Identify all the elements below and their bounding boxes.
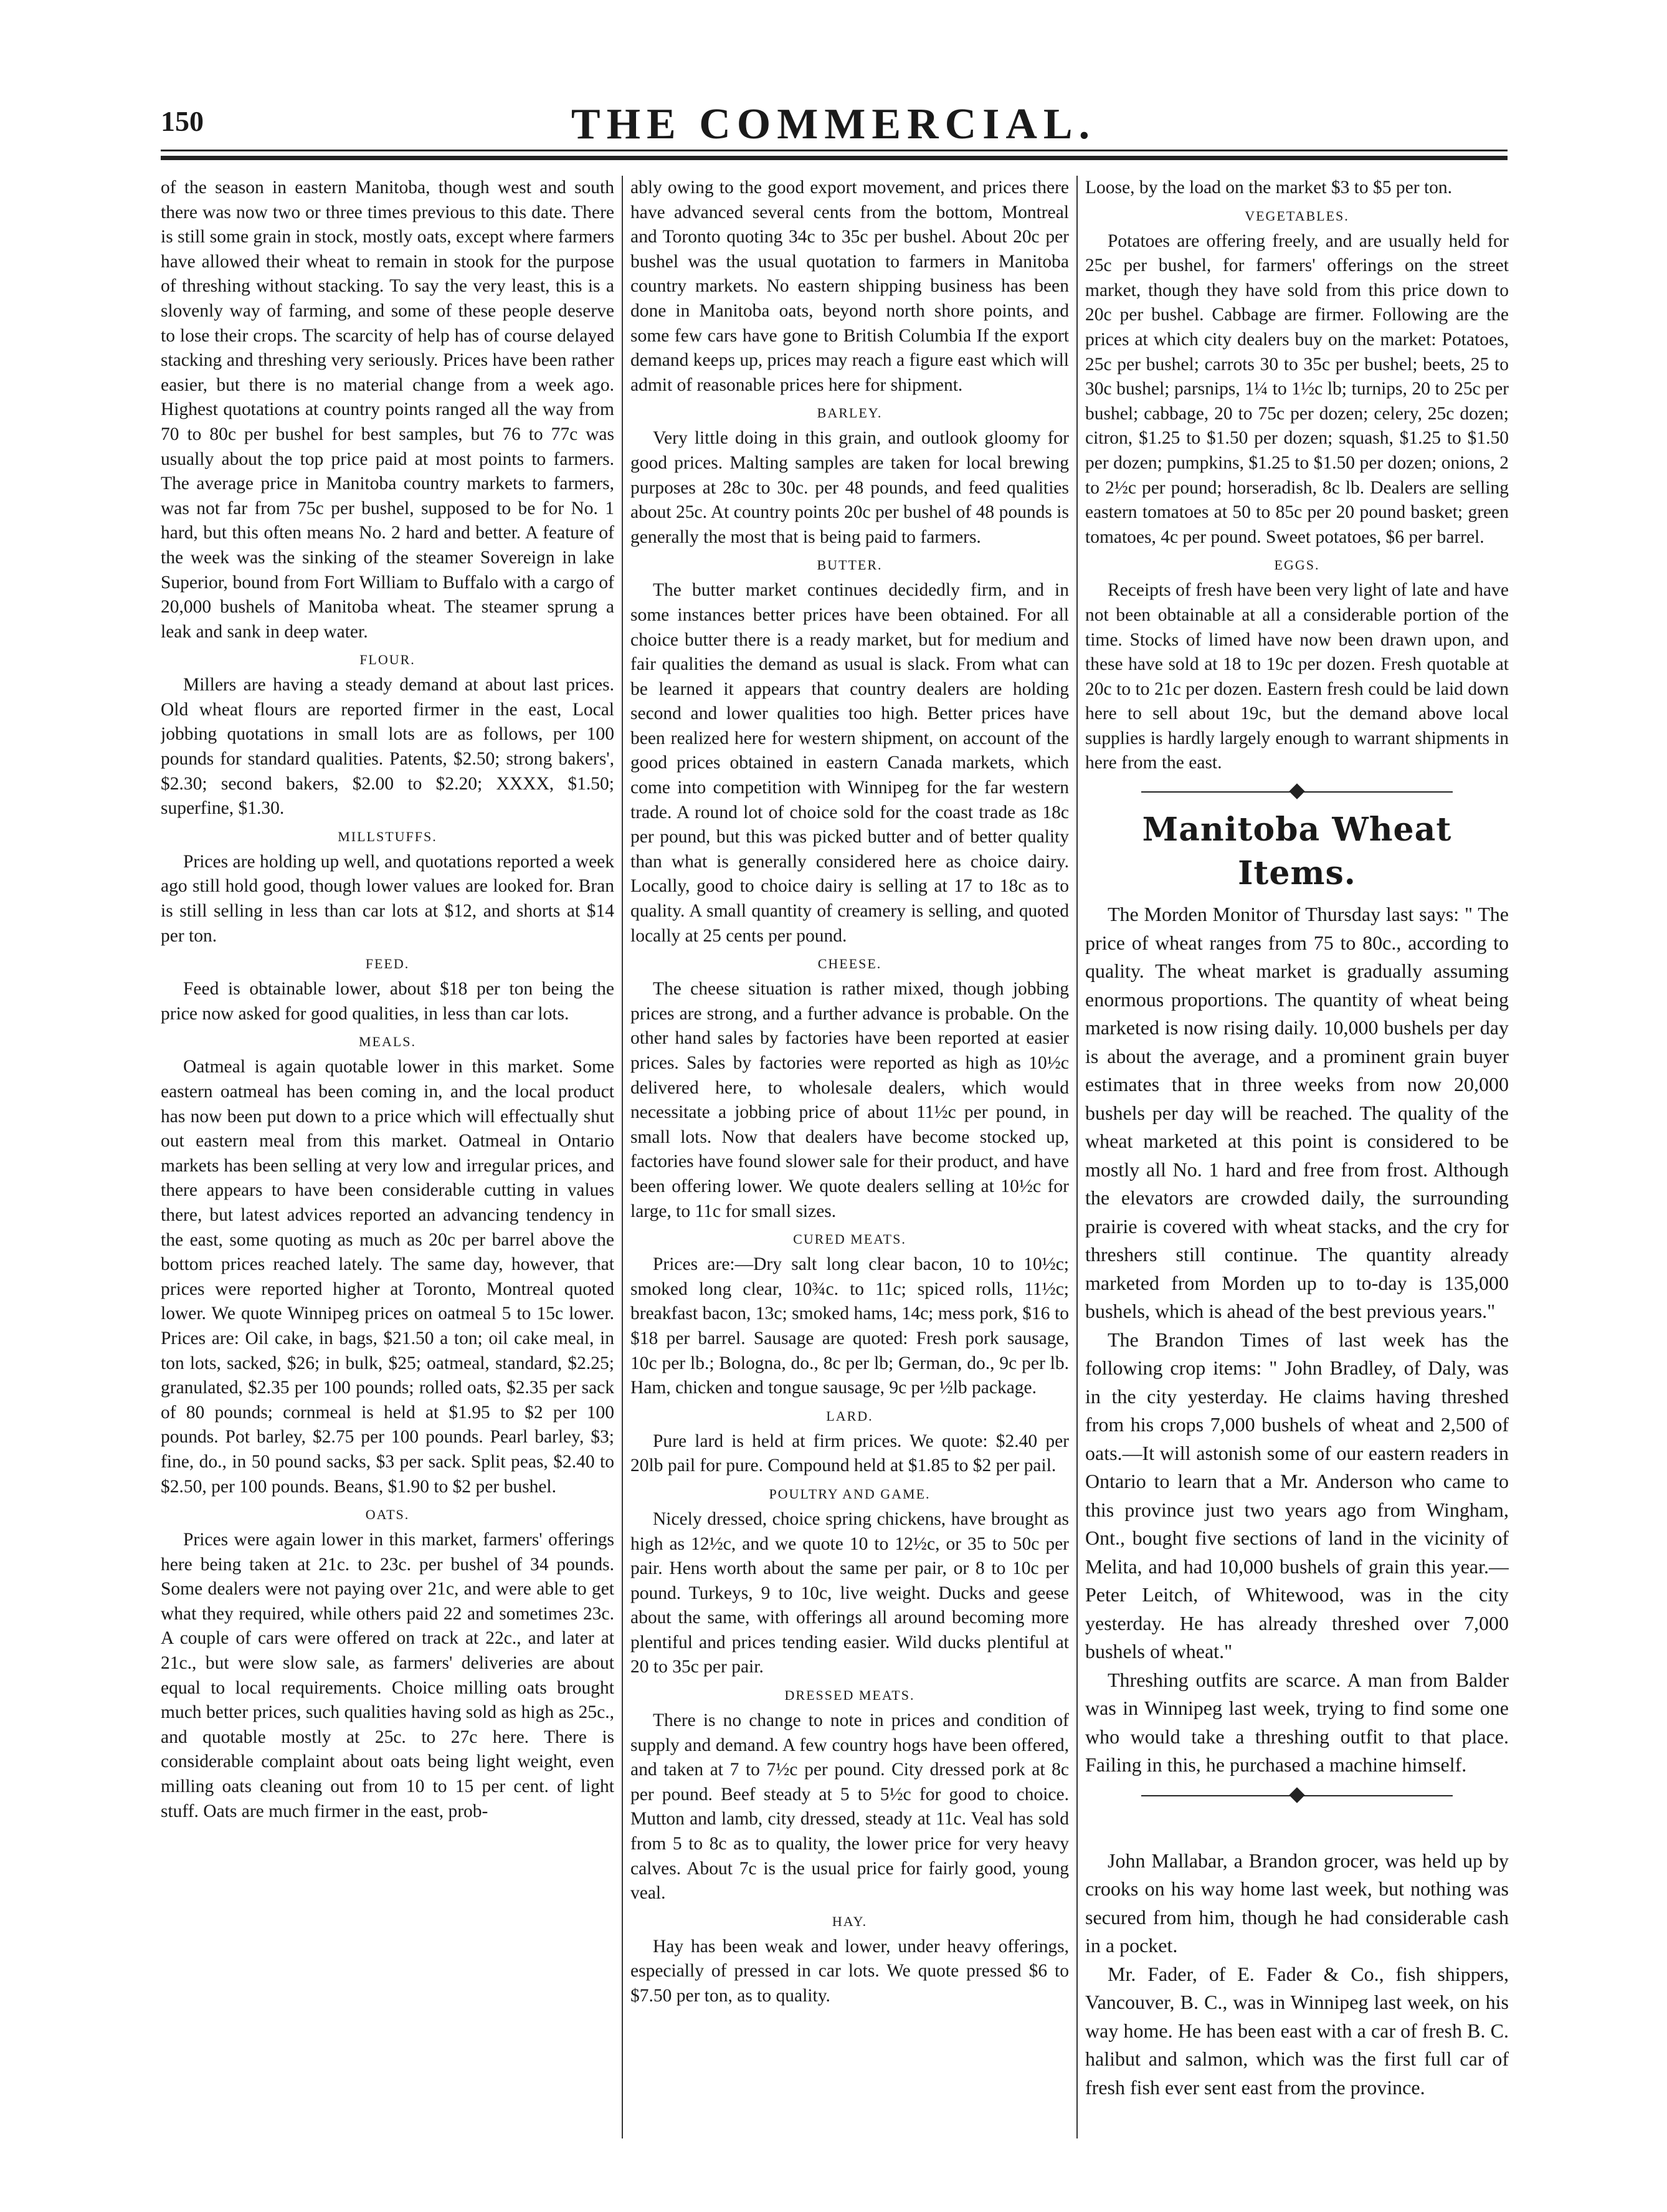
section-heading: BUTTER.: [817, 557, 883, 573]
article-paragraph: Feed is obtainable lower, about $18 per ton being the price now asked for good qualities, in less than car lots.: [161, 979, 614, 1024]
article-paragraph: Oatmeal is again quotable lower in this market. Some eastern oatmeal has been coming in, and the local product has now been put down to a price which will effectually shut out eastern meal from this market. Oatmeal in Ontario markets has been selling at very low and irregular prices, and there appears to have been considerable cutting in values there, but latest advices reported an advancing tendency in the east, some quoting as much as 20c per barrel above the bottom prices reached lately. The same day, however, that prices were reported higher at Toronto, Montreal quoted lower. We quote Winnipeg prices on oatmeal 5 to 15c lower. Prices are: Oil cake, in bags, $21.50 a ton; oil cake meal, in ton lots, sacked, $26; in bulk, $25; oatmeal, standard, $2.25; granulated, $2.35 per 100 pounds; rolled oats, $2.35 per sack of 80 pounds; cornmeal is held at $1.95 to $2 per 100 pounds. Pot barley, $2.75 per 100 pounds. Pearl barley, $3; fine, do., in 50 pound sacks, $3 per sack. Split peas, $2.40 to $2.50, per 100 pounds. Beans, $1.90 to $2 per bushel.: [161, 1057, 614, 1497]
section-heading: VEGETABLES.: [1245, 207, 1349, 224]
article-paragraph: Mr. Fader, of E. Fader & Co., fish shippers, Vancouver, B. C., was in Winnipeg last week, on his way home. He has been east with a car of fresh B. C. halibut and salmon, which was the first full car of fresh fish ever sent east from the province.: [1085, 1962, 1509, 2099]
article-paragraph: Millers are having a steady demand at about last prices. Old wheat flours are reported firmer in the east, Local jobbing quotations in small lots are as follows, per 100 pounds for standard qualities. Patents, $2.50; strong bakers', $2.30; second bakers, $2.00 to $2.20; XXXX, $1.50; superfine, $1.30.: [161, 675, 614, 819]
article-paragraph: John Mallabar, a Brandon grocer, was held up by crooks on his way home last week, but nothing was secured from him, though he had considerable cash in a pocket.: [1085, 1849, 1509, 1957]
article-paragraph: Prices are:—Dry salt long clear bacon, 10 to 10½c; smoked long clear, 10¾c. to 11c; spiced rolls, 11½c; breakfast bacon, 13c; smoked hams, 14c; mess pork, $16 to $18 per barrel. Sausage are quoted: Fresh pork sausage, 10c per lb.; Bologna, do., 8c per lb; German, do., 9c per lb. Ham, chicken and tongue sausage, 9c per ½lb package.: [630, 1254, 1069, 1398]
article-paragraph: Threshing outfits are scarce. A man from Balder was in Winnipeg last week, trying to find some one who would take a threshing outfit to that place. Failing in this, he purchased a machine himself.: [1085, 1668, 1509, 1776]
diamond-ornament-icon: [1289, 783, 1304, 799]
section-heading: OATS.: [365, 1507, 410, 1523]
section-heading: CHEESE.: [817, 956, 882, 972]
section-heading: MEALS.: [358, 1034, 417, 1050]
article-paragraph: of the season in eastern Manitoba, though west and south there was now two or three times previous to this date. There is still some grain in stock, mostly oats, except where farmers have allowed their wheat to remain in stook for the purpose of threshing without stacking. To say the very least, this is a slovenly way of farming, and some of these people deserve to lose their crops. The scarcity of help has of course delayed stacking and threshing very seriously. Prices have been rather easier, but there is no material change from a week ago. Highest quotations at country points ranged all the way from 70 to 80c per bushel for best samples, but 76 to 77c was usually about the top price paid at most points to farmers. The average price in Manitoba country markets to farmers, was not far from 75c per bushel, supposed to be for No. 1 hard, but this often means No. 2 hard and better. A feature of the week was the sinking of the steamer Sovereign in lake Superior, bound from Fort William to Buffalo with a cargo of 20,000 bushels of Manitoba wheat. The steamer sprung a leak and sank in deep water.: [161, 178, 614, 642]
article-paragraph: Prices are holding up well, and quotations reported a week ago still hold good, though lower values are looked for. Bran is still selling in less than car lots at $12, and shorts at $14 per ton.: [161, 851, 614, 946]
section-heading: FEED.: [365, 956, 410, 972]
article-paragraph: Hay has been weak and lower, under heavy offerings, especially of pressed in car lots. We quote pressed $6 to $7.50 per ton, as to quality.: [630, 1936, 1069, 2006]
article-paragraph: Nicely dressed, choice spring chickens, have brought as high as 12½c, and we quote 10 to 12½c, or 35 to 50c per pair. Hens worth about the same per pair, or 8 to 10c per pound. Turkeys, 9 to 10c, live weight. Ducks and geese about the same, with offerings all around becoming more plentiful and prices tending easier. Wild ducks plentiful at 20 to 35c per pair.: [630, 1509, 1069, 1677]
article-paragraph: The butter market continues decidedly firm, and in some instances better prices have been obtained. For all choice butter there is a ready market, but for medium and fair qualities the demand as usual is slack. From what can be learned it appears that country dealers are holding second and lower qualities too high. Better prices have been realized here for western shipment, on account of the good prices obtained in eastern Canada markets, which come into competition with Winnipeg for the far western trade. A round lot of choice sold for the coast trade as 18c per pound, but this was picked butter and of better quality than what is generally considered here as choice dairy. Locally, good to choice dairy is selling at 17 to 18c as to quality. A small quantity of creamery is selling, and quoted locally at 25 cents per pound.: [630, 580, 1069, 946]
article-paragraph: Pure lard is held at firm prices. We quote: $2.40 per 20lb pail for pure. Compound held at $1.85 to $2 per pail.: [630, 1431, 1069, 1476]
section-heading: LARD.: [826, 1408, 873, 1424]
column-3: [1085, 176, 1509, 2170]
column-divider: [622, 176, 623, 2138]
masthead: THE COMMERCIAL.: [571, 100, 1096, 148]
article-paragraph: Very little doing in this grain, and outlook gloomy for good prices. Malting samples are taken for local brewing purposes at 28c to 30c. per 48 pounds, and feed qualities about 25c. At country points 20c per bushel of 48 pounds is generally the most that is being paid to farmers.: [630, 428, 1069, 547]
section-heading: MILLSTUFFS.: [338, 828, 437, 844]
article-paragraph: Prices were again lower in this market, farmers' offerings here being taken at 21c. to 23c. per bushel of 34 pounds. Some dealers were not paying over 21c, and were able to get what they required, while others paid 22 and sometimes 23c. A couple of cars were offered on track at 22c., and later at 21c., but were slow sale, as farmers' deliveries are about equal to local requirements. Choice milling oats brought much better prices, such qualities having sold as high as 25c., and quotable mostly at 25c. to 27c here. There is considerable complaint about oats being light weight, even milling oats cleaning out from 10 to 15 per cent. of light stuff. Oats are much firmer in the east, prob-: [161, 1530, 614, 1821]
column-2: [630, 176, 1069, 2170]
article-title: Manitoba Wheat Items.: [1142, 811, 1452, 893]
diamond-ornament-icon: [1289, 1787, 1304, 1803]
section-heading: CURED MEATS.: [793, 1231, 906, 1247]
column-1: [161, 176, 614, 2170]
header-rule-thin: [161, 150, 1508, 151]
section-divider: [1141, 1783, 1453, 1808]
section-heading: FLOUR.: [359, 652, 416, 668]
section-heading: EGGS.: [1274, 557, 1320, 573]
article-paragraph: Potatoes are offering freely, and are usually held for 25c per bushel, for farmers' offerings on the street market, though they have sold from this price down to 20c per bushel. Cabbage are firmer. Following are the prices at which city dealers buy on the market: Potatoes, 25c per bushel; carrots 30 to 35c per bushel; beets, 25 to 30c bushel; parsnips, 1¼ to 1½c lb; turnips, 20 to 25c per bushel; cabbage, 20 to 75c per dozen; celery, 25c dozen; citron, $1.25 to $1.50 per dozen; squash, $1.25 to $1.50 per dozen; pumpkins, $1.25 to $1.50 per dozen; onions, 2 to 2½c per pound; horseradish, 8c lb. Dealers are selling eastern tomatoes at 50 to 85c per 20 pound basket; green tomatoes, 4c per pound. Sweet potatoes, $6 per barrel.: [1085, 231, 1509, 547]
section-heading: DRESSED MEATS.: [784, 1687, 915, 1704]
page-number: 150: [161, 105, 204, 137]
section-heading: BARLEY.: [817, 405, 883, 421]
article-paragraph: ably owing to the good export movement, and prices there have advanced several cents from the bottom, Montreal and Toronto quoting 34c to 35c per bushel. About 20c per bushel was the usual quotation to farmers in Manitoba country markets. No eastern shipping business has been done in Manitoba oats, beyond north shore points, and some few cars have gone to British Columbia If the export demand keeps up, prices may reach a figure east which will admit of reasonable prices here for shipment.: [630, 178, 1069, 395]
section-heading: POULTRY AND GAME.: [769, 1485, 931, 1502]
header-rule-thick: [161, 156, 1508, 160]
article-paragraph: Receipts of fresh have been very light of late and have not been obtainable at all a considerable portion of the time. Stocks of limed have now been drawn upon, and these have sold at 18 to 19c per dozen. Fresh quotable at 20c to to 21c per dozen. Eastern fresh could be laid down here to sell about 19c, but the demand above local supplies is hardly largely enough to warrant shipments in here from the east.: [1085, 580, 1509, 773]
article-paragraph: Loose, by the load on the market $3 to $5 per ton.: [1085, 178, 1453, 198]
article-paragraph: The cheese situation is rather mixed, though jobbing prices are strong, and a further advance is probable. On the other hand sales by factories have been reported at easier prices. Sales by factories were reported as high as 10½c delivered here, to wholesale dealers, which would necessitate a jobbing price of about 11½c per pound, in small lots. Now that dealers have become stocked up, factories have found slower sale for their product, and have been offering lower. We quote dealers selling at 10½c for large, to 11c for small sizes.: [630, 979, 1069, 1221]
article-paragraph: The Morden Monitor of Thursday last says: " The price of wheat ranges from 75 to 80c., according to quality. The wheat market is gradually assuming enormous proportions. The quantity of wheat being marketed is now rising daily. 10,000 bushels per day is about the average, and a prominent grain buyer estimates that in three weeks from now 20,000 bushels per day will be reached. The quality of the wheat marketed at this point is considered to be mostly all No. 1 hard and free from frost. Although the elevators are crowded daily, the surrounding prairie is covered with wheat stacks, and the cry for threshers still continue. The quantity already marketed from Morden up to to-day is 135,000 bushels, which is ahead of the best previous years.": [1085, 903, 1509, 1323]
column-divider: [1076, 176, 1078, 2138]
article-paragraph: The Brandon Times of last week has the following crop items: " John Bradley, of Daly, was in the city yesterday. He claims having threshed from his crops 7,000 bushels of wheat and 2,500 of oats.—It will astonish some of our eastern readers in Ontario to learn that a Mr. Anderson who came to this province just two years ago from Wingham, Ont., bought five sections of land in the vicinity of Melita, and had 10,000 bushels of grain this year.—Peter Leitch, of Whitewood, was in the city yesterday. He has already threshed over 7,000 bushels of wheat.": [1085, 1328, 1509, 1663]
section-heading: HAY.: [832, 1913, 868, 1929]
article-paragraph: There is no change to note in prices and condition of supply and demand. A few country hogs have been offered, and taken at 7 to 7½c per pound. City dressed pork at 8c per pound. Beef steady at 5 to 5½c for good to choice. Mutton and lamb, city dressed, steady at 11c. Veal has sold from 5 to 8c as to quality, the lower price for very heavy calves. About 7c is the usual price for fairly good, young veal.: [630, 1710, 1069, 1904]
section-divider: [1141, 779, 1453, 804]
